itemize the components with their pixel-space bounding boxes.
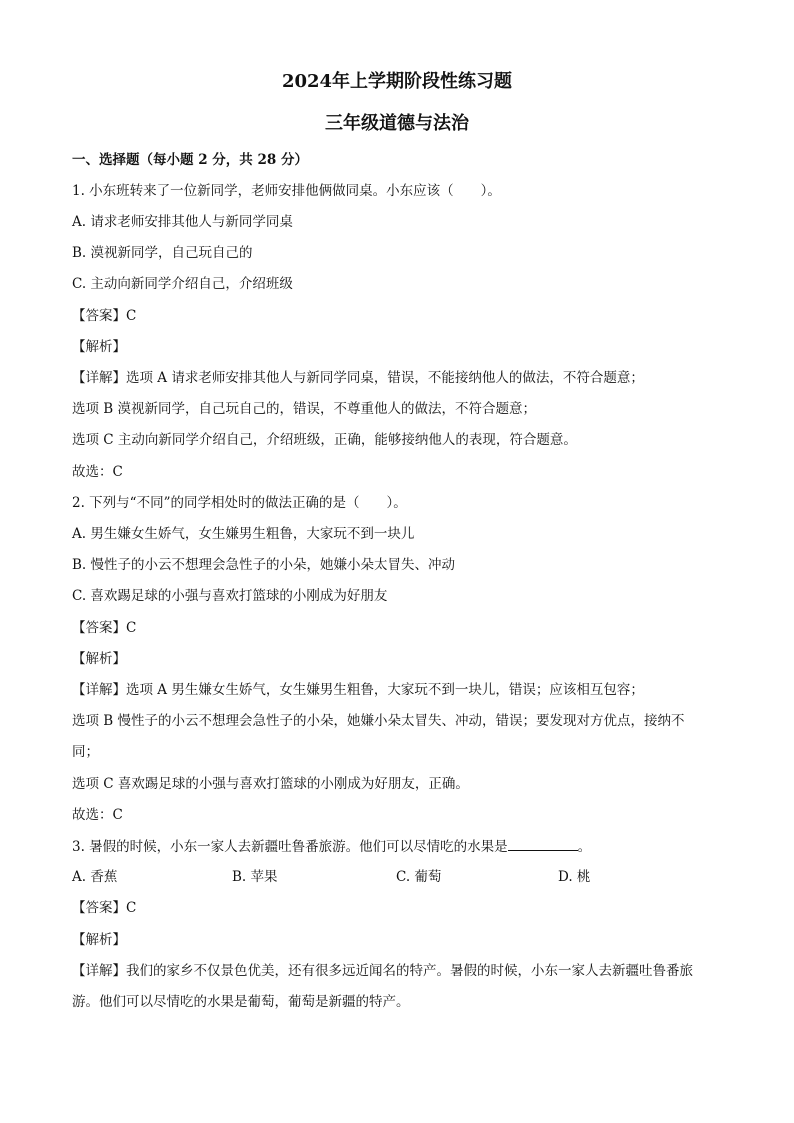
detail-label: 【详解】	[72, 370, 126, 386]
answer-label: 【答案】	[72, 900, 126, 916]
q1-detail-1	[72, 368, 732, 388]
section-heading: 一、选择题（每小题 2 分，共 28 分）	[72, 152, 308, 168]
q1-detail-2: 选项 B 漠视新同学，自己玩自己的，错误，不尊重他人的做法，不符合题意；	[72, 401, 537, 417]
q1-detail-text-1: 选项 A 请求老师安排其他人与新同学同桌，错误，不能接纳他人的做法，不符合题意；	[126, 370, 644, 386]
q1-answer-value: C	[126, 308, 137, 324]
answer-label: 【答案】	[72, 620, 126, 636]
q3-detail-1	[72, 961, 732, 981]
detail-label: 【详解】	[72, 682, 126, 698]
q3-stem	[72, 836, 732, 857]
q3-analysis-label: 【解析】	[72, 932, 126, 948]
q2-stem: 2. 下列与“不同”的同学相处时的做法正确的是（ ）。	[72, 495, 407, 511]
q3-option-c: C. 葡萄	[396, 869, 442, 885]
q3-detail-text-1: 我们的家乡不仅景色优美，还有很多远近闻名的特产。暑假的时候，小东一家人去新疆吐鲁番旅	[126, 963, 693, 979]
q3-stem-end: 。	[577, 839, 592, 855]
q2-answer	[72, 618, 732, 638]
q2-answer-value: C	[126, 620, 137, 636]
q2-analysis-label: 【解析】	[72, 651, 126, 667]
answer-blank	[508, 836, 578, 851]
document-title: 2024年上学期阶段性练习题	[281, 71, 513, 92]
detail-label: 【详解】	[72, 963, 126, 979]
q1-detail-3: 选项 C 主动向新同学介绍自己，介绍班级，正确，能够接纳他人的表现，符合题意。	[72, 432, 577, 448]
q1-answer	[72, 306, 732, 326]
q2-detail-2a: 选项 B 慢性子的小云不想理会急性子的小朵，她嫌小朵太冒失、冲动，错误；要发现对方优点，接纳不	[72, 713, 685, 729]
q1-stem: 1. 小东班转来了一位新同学，老师安排他俩做同桌。小东应该（ ）。	[72, 183, 501, 199]
q2-option-b: B. 慢性子的小云不想理会急性子的小朵，她嫌小朵太冒失、冲动	[72, 557, 456, 573]
answer-label: 【答案】	[72, 308, 126, 324]
q1-option-b: B. 漠视新同学，自己玩自己的	[72, 245, 253, 261]
q1-option-c: C. 主动向新同学介绍自己，介绍班级	[72, 276, 293, 292]
q2-detail-3: 选项 C 喜欢踢足球的小强与喜欢打篮球的小刚成为好朋友，正确。	[72, 776, 469, 792]
q2-detail-2b: 同；	[72, 744, 99, 760]
document-subtitle: 三年级道德与法治	[325, 113, 469, 134]
q2-detail-text-1: 选项 A 男生嫌女生娇气，女生嫌男生粗鲁，大家玩不到一块儿，错误；应该相互包容；	[126, 682, 644, 698]
q3-answer-value: C	[126, 900, 137, 916]
q2-option-c: C. 喜欢踢足球的小强与喜欢打篮球的小刚成为好朋友	[72, 588, 388, 604]
q3-detail-2: 游。他们可以尽情吃的水果是葡萄，葡萄是新疆的特产。	[72, 994, 410, 1010]
q2-option-a: A. 男生嫌女生娇气，女生嫌男生粗鲁，大家玩不到一块儿	[72, 526, 415, 542]
q2-detail-1	[72, 680, 732, 700]
q3-stem-text: 3. 暑假的时候，小东一家人去新疆吐鲁番旅游。他们可以尽情吃的水果是	[72, 839, 508, 855]
q2-conclusion: 故选：C	[72, 807, 123, 823]
q1-option-a: A. 请求老师安排其他人与新同学同桌	[72, 214, 293, 230]
q3-options-row	[72, 867, 732, 887]
q3-option-d: D. 桃	[558, 869, 591, 885]
q3-answer	[72, 898, 732, 918]
q1-analysis-label: 【解析】	[72, 339, 126, 355]
q1-conclusion: 故选：C	[72, 464, 123, 480]
q3-option-b: B. 苹果	[232, 869, 278, 885]
q3-option-a: A. 香蕉	[72, 869, 118, 885]
